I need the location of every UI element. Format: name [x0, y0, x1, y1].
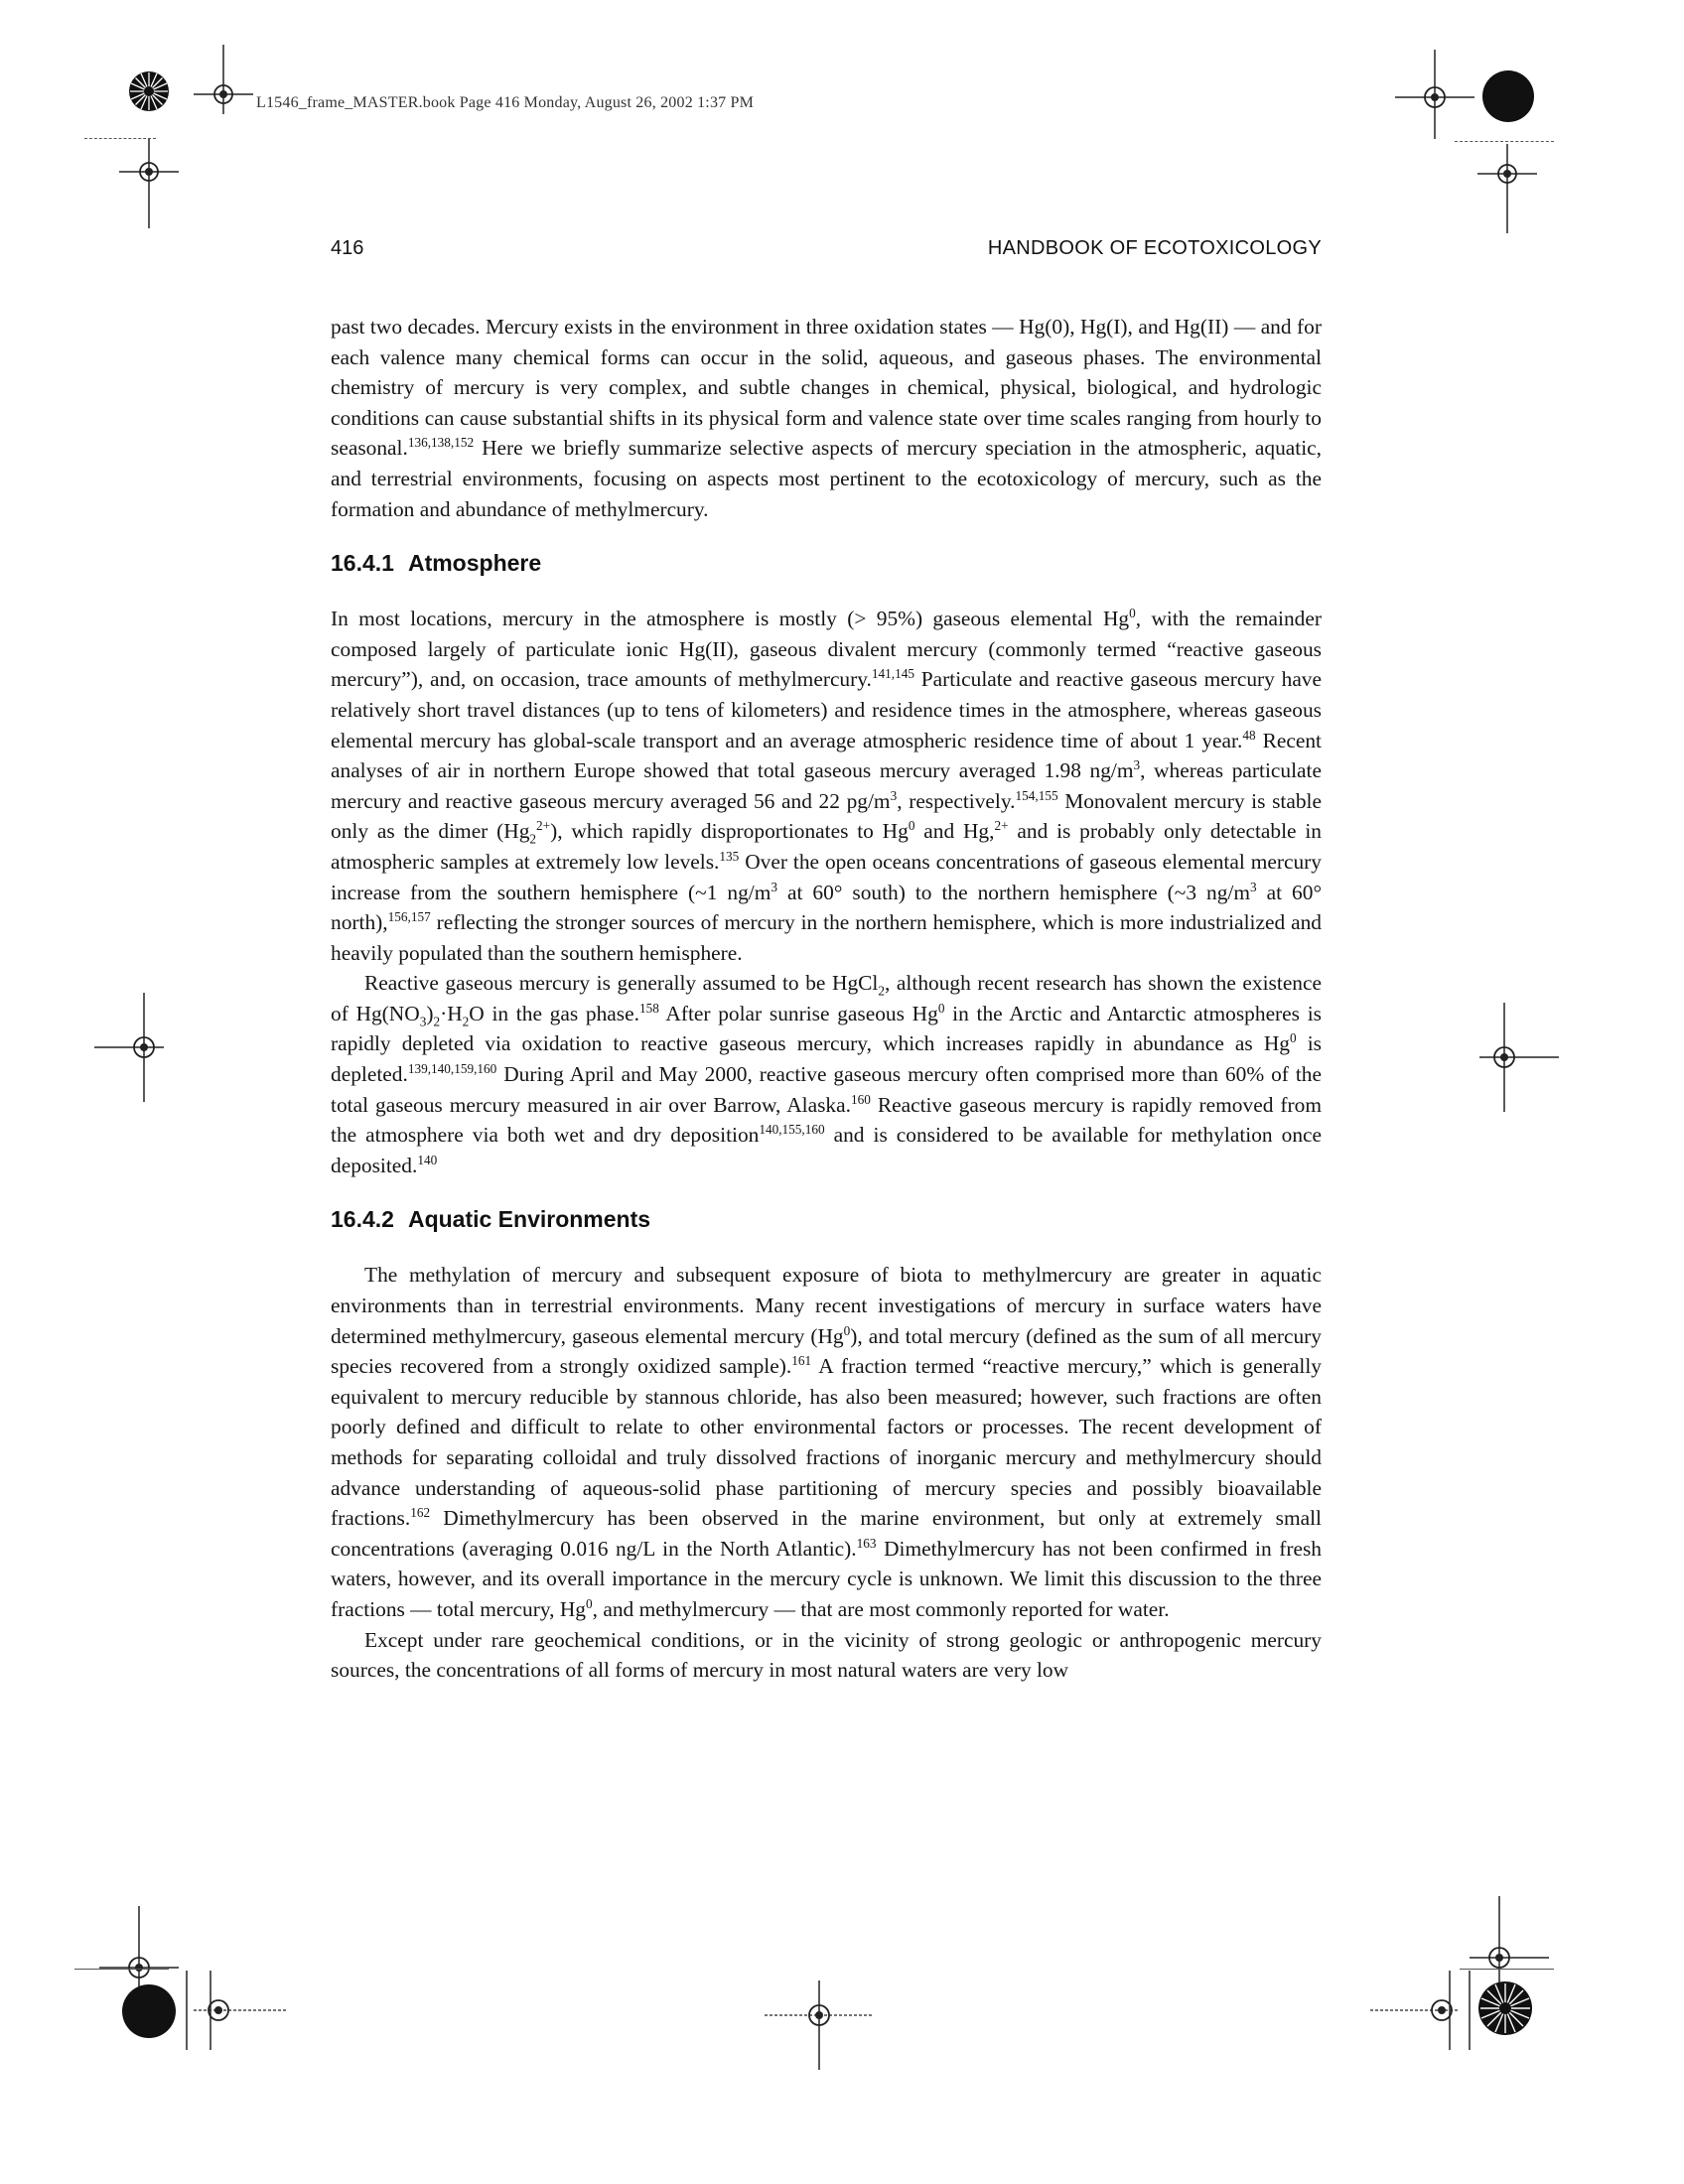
aquatic-paragraph-1: The methylation of mercury and subsequent exposure of biota to methylmercury are greater in aquatic environments than in terrestrial environments. Many recent investigations of mercury in surface waters have determined methylmercury, gaseous elemental mercury (Hg$^0$), and total mercury (defined as the sum of all mercury species recovered from a strongly oxidized sample).$^{161}$ A fraction termed “reactive mercury,” which is generally equivalent to mercury reducible by stannous chloride, has also been measured; however, such fractions are often poorly defined and difficult to relate to other environmental factors or processes. The recent development of methods for separating colloidal and truly dissolved fractions of inorganic mercury and methylmercury should advance understanding of aqueous-solid phase partitioning of mercury species and possibly bioavailable fractions.$^{162}$ Dimethylmercury has been observed in the marine environment, but only at extremely small concentrations (averaging 0.016 ng/L in the North Atlantic).$^{163}$ Dimethylmercury has not been confirmed in fresh waters, however, and its overall importance in the mercury cycle is unknown. We limit this discussion to the three fractions — total mercury, Hg$^0$, and methylmercury — that are most commonly reported for water. [331, 1263, 1322, 1621]
aquatic-paragraph-2: Except under rare geochemical conditions, or in the vicinity of strong geologic or anthropogenic mercury sources, the concentrations of all forms of mercury in most natural waters are very low [331, 1627, 1322, 1683]
citation: 154,155 [1015, 787, 1058, 803]
citation: 163 [856, 1535, 877, 1551]
citation: 139,140,159,160 [407, 1060, 497, 1076]
page-number: 416 [331, 237, 364, 259]
citation: 160 [850, 1091, 871, 1107]
book-title: HANDBOOK OF ECOTOXICOLOGY [987, 237, 1322, 259]
crosshair-mark-icon [1395, 50, 1474, 139]
crop-line [74, 1969, 169, 1971]
section-heading-aquatic: 16.4.2 Aquatic Environments [331, 1206, 651, 1233]
intro-paragraph: past two decades. Mercury exists in the environment in three oxidation states — Hg(0), Hg(I), and Hg(II) — and for each valence many chemical forms can occur in the solid, aqueous, and gaseous phases. The environmental chemistry of mercury is very complex, and subtle changes in chemical, physical, biological, and hydrologic conditions can cause substantial shifts in its physical form and valence state over time scales ranging from hourly to seasonal.$^{136,138,152}$ Here we briefly summarize selective aspects of mercury speciation in the atmospheric, aquatic, and terrestrial environments, focusing on aspects most pertinent to the ecotoxicology of mercury, such as the formation and abundance of methylmercury. [331, 315, 1322, 521]
crosshair-mark-icon [94, 993, 164, 1102]
registration-target-icon [1477, 1980, 1533, 2036]
running-header [331, 237, 1322, 263]
citation: 48 [1242, 727, 1256, 743]
citation: 161 [791, 1353, 812, 1369]
citation: 135 [719, 848, 740, 864]
crop-line [1455, 141, 1554, 143]
citation: 140 [417, 1152, 438, 1167]
crosshair-mark-icon [1479, 1003, 1559, 1112]
crosshair-mark-icon [179, 1971, 288, 2050]
citation: 158 [638, 1000, 659, 1016]
citation: 141,145 [871, 666, 914, 682]
crosshair-mark-icon [1477, 144, 1537, 233]
atmosphere-paragraph-2: Reactive gaseous mercury is generally assumed to be HgCl$_2$, although recent research has shown the existence of $Hg(NO_3)_2\cdot H_2O$ in the gas phase.$^{158}$ After polar sunrise gaseous Hg$^0$ in the Arctic and Antarctic atmospheres is rapidly depleted via oxidation to reactive gaseous mercury, which increases rapidly in abundance as Hg$^0$ is depleted.$^{139,140,159,160}$ During April and May 2000, reactive gaseous mercury often comprised more than 60% of the total gaseous mercury measured in air over Barrow, Alaska.$^{160}$ Reactive gaseous mercury is rapidly removed from the atmosphere via both wet and dry deposition$^{140,155,160}$ and is considered to be available for methylation once deposited.$^{140}$ [331, 971, 1323, 1177]
page-body [331, 312, 1322, 1686]
crosshair-mark-icon [119, 139, 179, 228]
citation: 136,138,152 [407, 435, 475, 451]
crosshair-mark-icon [1370, 1971, 1479, 2050]
section-heading-atmosphere: 16.4.1 Atmosphere [331, 550, 542, 577]
citation: 162 [410, 1505, 431, 1521]
atmosphere-paragraph-1: In most locations, mercury in the atmosphere is mostly (> 95%) gaseous elemental Hg$^0$, with the remainder composed largely of particulate ionic Hg(II), gaseous divalent mercury (commonly termed “reactive gaseous mercury”), and, on occasion, trace amounts of methylmercury.$^{141,145}$ Particulate and reactive gaseous mercury have relatively short travel distances (up to tens of kilometers) and residence times in the atmosphere, whereas gaseous elemental mercury has global-scale transport and an average atmospheric residence time of about 1 year.$^{48}$ Recent analyses of air in northern Europe showed that total gaseous mercury averaged 1.98 $ng/m^3$, whereas particulate mercury and reactive gaseous mercury averaged 56 and 22 $pg/m^3$, respectively.$^{154,155}$ Monovalent mercury is stable only as the dimer $(Hg_2^{2+})$, which rapidly disproportionates to Hg$^0$ and Hg,$^{2+}$ and is probably only detectable in atmospheric samples at extremely low levels.$^{135}$ Over the open oceans concentrations of gaseous elemental mercury increase from the southern hemisphere (~1 $ng/m^3$ at 60° south) to the northern hemisphere (~3 $ng/m^3$ at 60° north),$^{156,157}$ reflecting the stronger sources of mercury in the northern hemisphere, which is more industrialized and heavily populated than the southern hemisphere. [331, 606, 1322, 965]
citation: 156,157 [387, 908, 431, 924]
registration-dot-icon [121, 1983, 177, 2039]
registration-target-icon [127, 69, 171, 113]
registration-dot-icon [1481, 69, 1535, 123]
crosshair-mark-icon [765, 1980, 874, 2070]
citation: 140,155,160 [759, 1122, 825, 1138]
print-slug: L1546_frame_MASTER.book Page 416 Monday, August 26, 2002 1:37 PM [256, 94, 755, 111]
crosshair-mark-icon [194, 45, 253, 114]
